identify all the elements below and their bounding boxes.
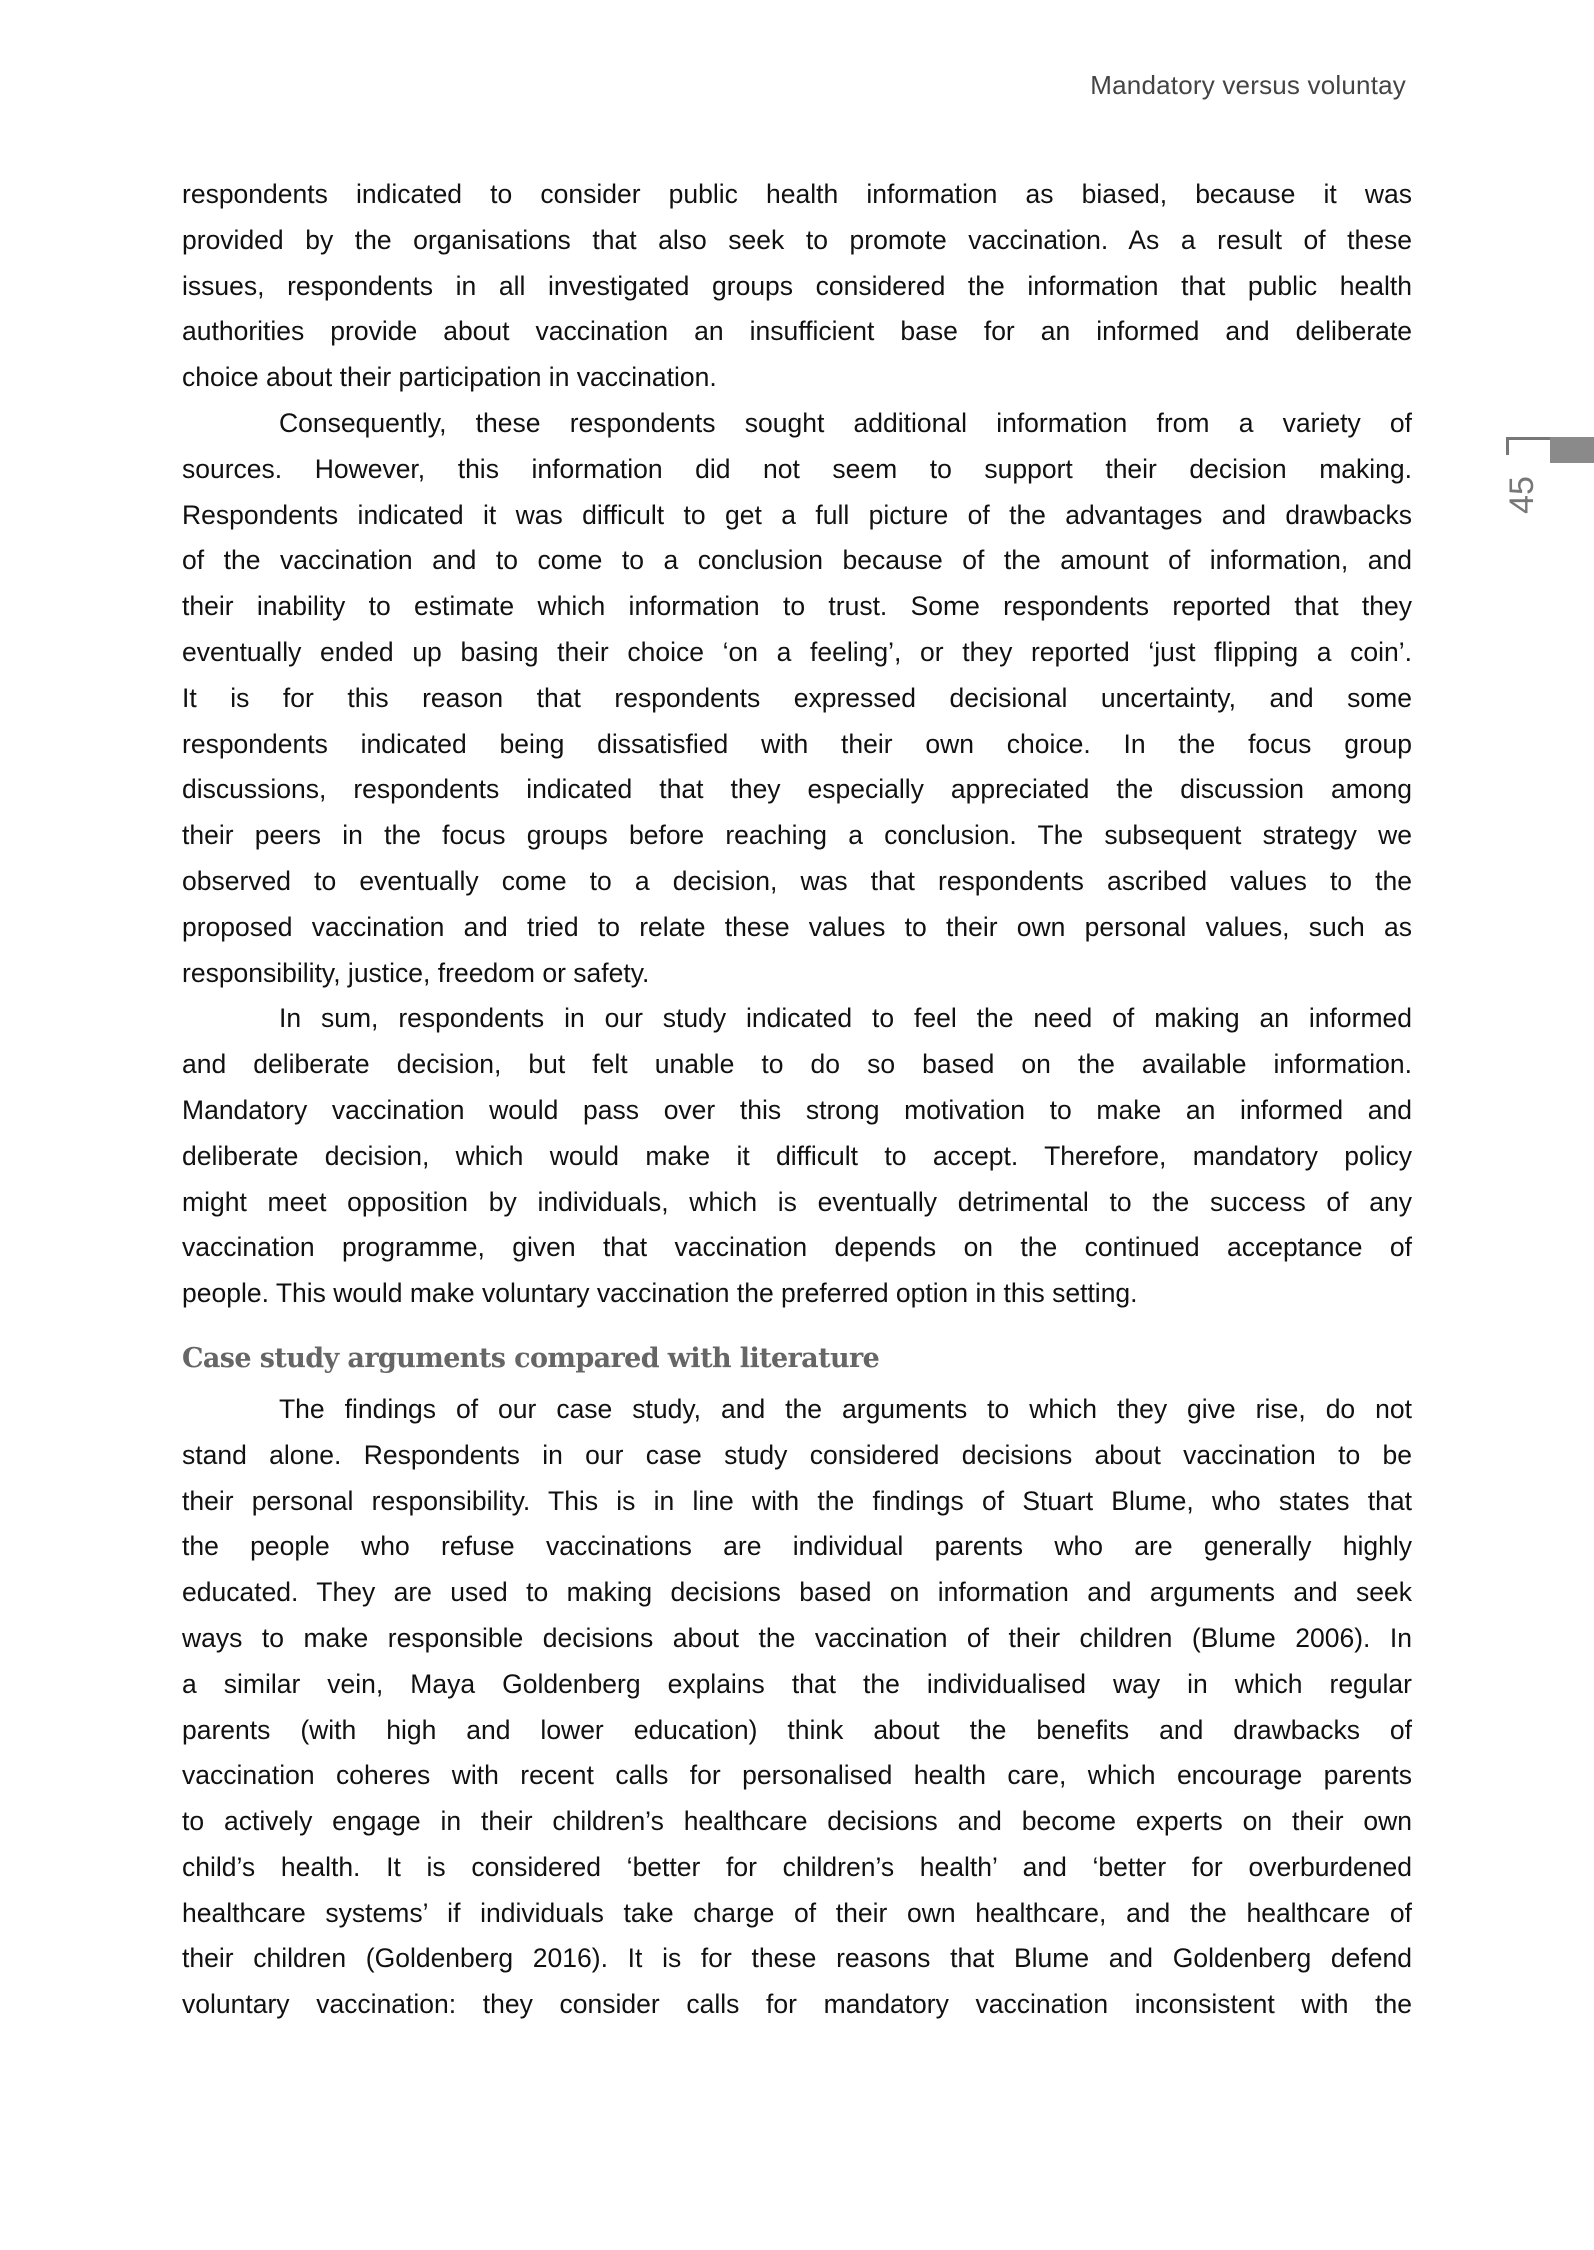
- text-line: Mandatory vaccination would pass over this strong motivation to make an informed and: [182, 1094, 1412, 1125]
- text-line: deliberate decision, which would make it difficult to accept. Therefore, mandatory policy: [182, 1140, 1412, 1171]
- paragraph: [182, 1387, 1412, 2028]
- paragraph: [182, 401, 1412, 996]
- text-line: provided by the organisations that also seek to promote vaccination. As a result of these: [182, 224, 1412, 255]
- text-line: respondents indicated to consider public health information as biased, because it was: [182, 179, 1412, 209]
- text-line: the people who refuse vaccinations are individual parents who are generally highly: [182, 1531, 1412, 1562]
- text-line: their personal responsibility. This is in line with the findings of Stuart Blume, who states that: [182, 1485, 1412, 1516]
- text-line: parents (with high and lower education) think about the benefits and drawbacks of: [182, 1714, 1412, 1745]
- text-line: healthcare systems’ if individuals take charge of their own healthcare, and the healthcare of: [182, 1897, 1412, 1928]
- paragraph: [182, 172, 1412, 401]
- text-line: In sum, respondents in our study indicated to feel the need of making an informed: [279, 1003, 1412, 1034]
- text-line: vaccination coheres with recent calls for personalised health care, which encourage parents: [182, 1760, 1412, 1791]
- page-tab-marker: [1550, 437, 1594, 463]
- text-line: to actively engage in their children’s healthcare decisions and become experts on their own: [182, 1806, 1412, 1837]
- text-line: observed to eventually come to a decision, was that respondents ascribed values to the: [182, 865, 1412, 896]
- body-text: [182, 172, 1412, 2028]
- text-line: people. This would make voluntary vaccination the preferred option in this setting.: [182, 1278, 1138, 1309]
- text-line: authorities provide about vaccination an insufficient base for an informed and deliberate: [182, 316, 1412, 347]
- text-line: their peers in the focus groups before reaching a conclusion. The subsequent strategy we: [182, 820, 1412, 851]
- text-line: and deliberate decision, but felt unable to do so based on the available information.: [182, 1049, 1412, 1080]
- paragraph: [182, 996, 1412, 1317]
- text-line: discussions, respondents indicated that they especially appreciated the discussion among: [182, 774, 1412, 805]
- text-line: a similar vein, Maya Goldenberg explains that the individualised way in which regular: [182, 1668, 1412, 1699]
- text-line: their inability to estimate which information to trust. Some respondents reported that they: [182, 591, 1412, 622]
- text-line: stand alone. Respondents in our case study considered decisions about vaccination to be: [182, 1439, 1412, 1470]
- text-line: The findings of our case study, and the arguments to which they give rise, do not: [279, 1393, 1412, 1424]
- text-line: of the vaccination and to come to a conclusion because of the amount of information, and: [182, 545, 1412, 576]
- text-line: choice about their participation in vaccination.: [182, 362, 717, 393]
- text-line: their children (Goldenberg 2016). It is for these reasons that Blume and Goldenberg defend: [182, 1943, 1412, 1974]
- text-line: ways to make responsible decisions about the vaccination of their children (Blume 2006). In: [182, 1622, 1412, 1653]
- text-line: responsibility, justice, freedom or safety.: [182, 957, 650, 988]
- section-heading: Case study arguments compared with literature: [182, 1342, 880, 1374]
- text-line: vaccination programme, given that vaccination depends on the continued acceptance of: [182, 1232, 1412, 1263]
- text-line: educated. They are used to making decisions based on information and arguments and seek: [182, 1577, 1412, 1608]
- text-line: It is for this reason that respondents expressed decisional uncertainty, and some: [182, 682, 1412, 713]
- text-line: child’s health. It is considered ‘better for children’s health’ and ‘better for overburdened: [182, 1851, 1412, 1882]
- page-number: 45: [1503, 476, 1541, 514]
- text-line: voluntary vaccination: they consider calls for mandatory vaccination inconsistent with the: [182, 1989, 1412, 2020]
- text-line: Consequently, these respondents sought additional information from a variety of: [279, 407, 1412, 438]
- text-line: respondents indicated being dissatisfied with their own choice. In the focus group: [182, 728, 1412, 759]
- paragraphs-after-heading: [182, 1387, 1412, 2028]
- text-line: sources. However, this information did not seem to support their decision making.: [182, 453, 1412, 484]
- page-tab-rule: [1506, 437, 1550, 440]
- text-line: might meet opposition by individuals, which is eventually detrimental to the success of any: [182, 1186, 1412, 1217]
- text-line: Respondents indicated it was difficult to get a full picture of the advantages and drawbacks: [182, 499, 1412, 530]
- text-line: eventually ended up basing their choice ‘on a feeling’, or they reported ‘just flipping a coin’.: [182, 636, 1412, 667]
- running-header: Mandatory versus voluntay: [1090, 70, 1406, 100]
- page-tab-rule-vertical: [1506, 437, 1509, 455]
- text-line: issues, respondents in all investigated groups considered the information that public health: [182, 270, 1412, 301]
- text-line: proposed vaccination and tried to relate these values to their own personal values, such as: [182, 911, 1412, 942]
- paragraphs-before-heading: [182, 172, 1412, 1317]
